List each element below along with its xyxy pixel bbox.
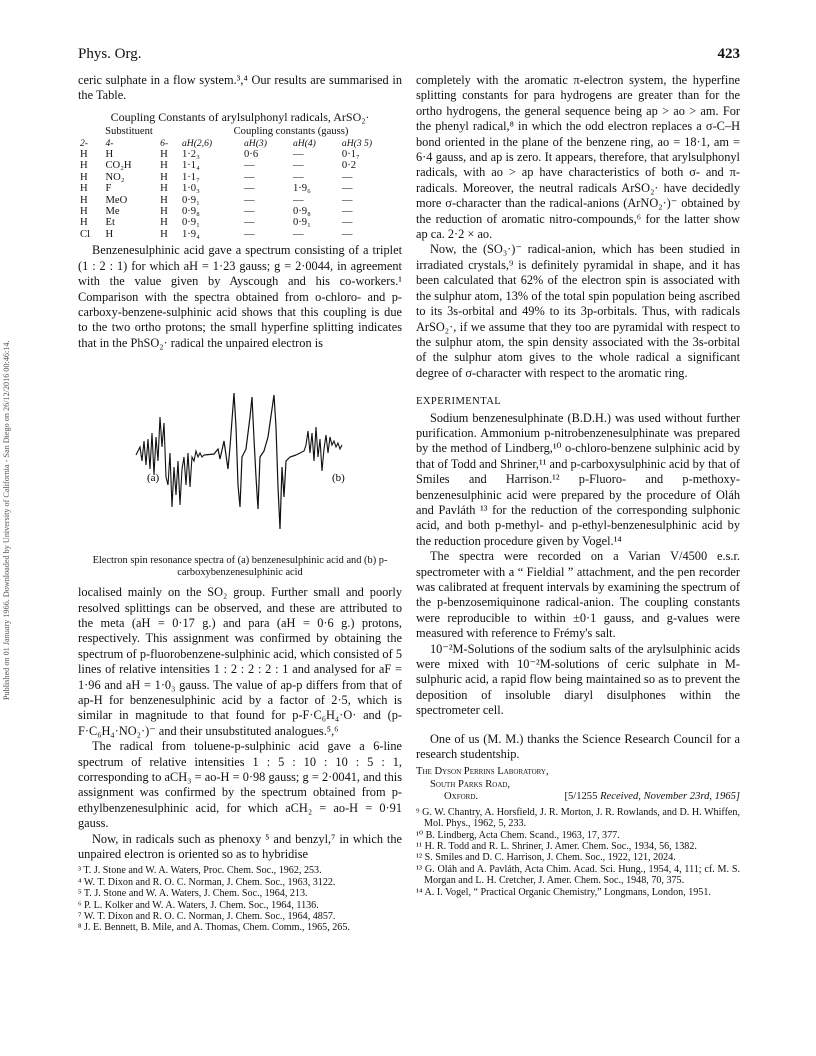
table-cell: 1·1₇ [181, 171, 200, 183]
acknowledgement: One of us (M. M.) thanks the Science Research Council for a research studentship. [416, 731, 740, 762]
footnote: ⁵ T. J. Stone and W. A. Waters, J. Chem. Soc., 1964, 213. [78, 888, 308, 900]
table-column-header: aH(4) [292, 137, 316, 149]
spectrum-b-trace [296, 427, 342, 471]
table-cell: — [341, 194, 353, 206]
footnote: ¹⁴ A. I. Vogel, “ Practical Organic Chemistry,” Longmans, London, 1951. [416, 886, 711, 898]
table-row [78, 217, 402, 228]
paragraph: The radical from toluene-p-sulphinic acid gave a 6-line spectrum of relative intensities 1 : 5 : 10 : 10 : 5 : 1, corresponding to aCH₃ = ao-H = 0·98 gauss; g = 2·0041, and this assignment was confirmed by the spectrum obtained from p-ethylbenzenesulphinic acid, for which aCH₂ = ao-H = 0·91 gauss. [78, 739, 402, 831]
table-cell: 0·6 [244, 149, 259, 161]
spectrum-b-label: (b) [332, 472, 345, 485]
table-row [78, 172, 402, 183]
footnote: ¹³ G. Oláh and A. Pavláth, Acta Chim. Acad. Sci. Hung., 1954, 4, 111; cf. M. S. Morgan and L. H. Cretcher, J. Amer. Chem. Soc., 1948, 70, 375. [416, 863, 740, 887]
table-caption: Coupling Constants of arylsulphonyl radicals, ArSO₂· [110, 109, 370, 124]
table-cell: 0·1₇ [341, 149, 360, 161]
paragraph: 10⁻²M-Solutions of the sodium salts of the arylsulphinic acids were mixed with 10⁻²M-solutions of ceric sulphate in M-sulphuric acid, a rapid flow being maintained so as to prevent the deposition of insoluble diaryl disulphones within the spectrometer cell. [416, 641, 740, 718]
coupling-constants-table [78, 126, 402, 240]
journal-title: Phys. Org. [78, 46, 142, 62]
table-column-header: 2- [80, 137, 88, 149]
table-cell: — [292, 194, 304, 206]
table-row [78, 160, 402, 171]
figure-caption: Electron spin resonance spectra of (a) benzenesulphinic acid and (b) p-carboxybenzenesulphinic acid [92, 555, 388, 579]
table-cell: — [292, 228, 304, 240]
table-column-header: 4- [105, 137, 114, 149]
table-cell: — [292, 171, 304, 183]
footnotes-right [416, 807, 740, 898]
table-cell: — [244, 206, 255, 218]
table-column-header: 6- [160, 137, 169, 149]
table-cell: 1·9₆ [292, 183, 311, 195]
table-cell: H [80, 183, 88, 195]
esr-spectra-plot [78, 357, 402, 553]
table-cell: H [105, 149, 114, 161]
paragraph: Now, in radicals such as phenoxy ⁵ and benzyl,⁷ in which the unpaired electron is oriented so as to hybridise [78, 831, 402, 862]
esr-spectra-figure [78, 357, 402, 553]
table-cell: H [160, 217, 168, 229]
left-column [78, 73, 402, 934]
table-cell: — [292, 160, 304, 172]
table-cell: H [80, 160, 88, 172]
table-cell: 1·1₄ [181, 160, 200, 172]
table-cell: H [160, 149, 168, 161]
table-cell: 0·9₈ [181, 206, 200, 218]
footnote: ¹² S. Smiles and D. C. Harrison, J. Chem. Soc., 1922, 121, 2024. [416, 852, 676, 864]
spectrum-a-trace [136, 417, 204, 507]
table-cell: H [160, 183, 168, 195]
footnote: ⁶ P. L. Kolker and W. A. Waters, J. Chem. Soc., 1964, 1136. [78, 899, 319, 911]
table-group-substituent: Substituent [105, 126, 153, 138]
spectrum-central-trace [204, 393, 296, 529]
table-cell: — [244, 160, 255, 172]
table-cell: H [160, 171, 168, 183]
table-cell: MeO [105, 194, 128, 206]
table-column-header: aH(3) [244, 137, 267, 149]
table-cell: CO₂H [105, 160, 132, 172]
table-cell: H [80, 206, 88, 218]
table-cell: H [160, 228, 168, 240]
table-cell: H [160, 160, 168, 172]
paragraph: ceric sulphate in a flow system.³,⁴ Our results are summarised in the Table. [78, 73, 402, 103]
table-column-header: aH(3 5) [341, 137, 373, 149]
table-cell: H [160, 194, 168, 206]
right-column [416, 73, 740, 898]
table-cell: — [244, 228, 255, 240]
table-cell: Et [105, 217, 115, 229]
table-cell: 0·9₁ [292, 217, 311, 229]
table-cell: — [341, 228, 353, 240]
table-cell: — [292, 149, 304, 161]
table-cell: H [80, 149, 88, 161]
table-cell: 0·2 [341, 160, 357, 172]
paragraph: Benzenesulphinic acid gave a spectrum consisting of a triplet (1 : 2 : 1) for which aH = 1·23 gauss; g = 2·0044, in agreement with the value given by Ayscough and his co-workers.¹ Comparison with the spectra obtained from o-chloro- and p-carboxy-benzene-sulphinic acid shows that this coupling is due to the two ortho protons; the small hyperfine splitting indicates that in the PhSO₂· radical the unpaired electron is [78, 243, 402, 350]
paragraph: Sodium benzenesulphinate (B.D.H.) was used without further purification. Ammonium p-nitrobenzenesulphinate was prepared by the method of Lindberg,¹⁰ o-chloro-benzene sulphinic acid by that of Todd and Shriner,¹¹ and p-carboxysulphinic acid by that of Smiles and Harrison.¹² p-Fluoro- and p-methoxy-benzenesulphinic acid were prepared by the procedure of Oláh and Pavláth ¹³ for the reduction of the corresponding sulphonic acid, and both p-methyl- and p-ethyl-benzenesulphinic acid by the reduction procedure given by Vogel.¹⁴ [416, 410, 740, 548]
table-row [78, 206, 402, 217]
address-line: The Dyson Perrins Laboratory, [416, 766, 549, 778]
table-cell: H [105, 228, 114, 240]
table-cell: 0·9₁ [181, 217, 200, 229]
footnote: ⁴ W. T. Dixon and R. O. C. Norman, J. Chem. Soc., 1963, 3122. [78, 876, 336, 888]
table-cell: — [244, 194, 255, 206]
address-line [416, 791, 740, 803]
table-row [78, 183, 402, 194]
footnote: ⁹ G. W. Chantry, A. Horsfield, J. R. Morton, J. R. Rowlands, and D. H. Whiffen, Mol. Phys., 1962, 5, 233. [416, 806, 740, 830]
table-cell: Me [105, 206, 120, 218]
paragraph: Now, the (SO₃·)⁻ radical-anion, which has been studied in irradiated crystals,⁹ is definitely pyramidal in shape, and it has been calculated that 62% of the electron spin is associated with the sulphur atom, 13% of the total spin population being ascribed to its 3s-orbital and 49% to its 3p-orbitals. Thus, with radicals ArSO₂·, if we assume that they too are pyramidal with respect to the sulphur atom, the spin density associated with the 3s-orbital of the sulphur atom gives to the whole radical a significant degree of σ-character with respect to the aromatic ring. [416, 242, 740, 380]
author-address [416, 766, 740, 803]
footnotes-left [78, 865, 402, 933]
footnote: ⁷ W. T. Dixon and R. O. C. Norman, J. Chem. Soc., 1964, 4857. [78, 911, 336, 923]
address-city: Oxford. [444, 791, 479, 803]
manuscript-ref: [5/1255 [564, 791, 598, 803]
table-cell: — [341, 206, 353, 218]
table-column-header: aH(2,6) [181, 137, 213, 149]
table-cell: — [341, 217, 353, 229]
paragraph: completely with the aromatic π-electron system, the hyperfine splitting constants for para hydrogens are greater than for the ortho hydrogens, the general sequence being ap > ao > am. For the phenyl radical,⁸ in which the odd electron replaces a σ-C–H bond oriented in the plane of the benzene ring, ao = 18·1, am = 6·4 gauss, and ap is zero. It appears, therefore, that arylsulphonyl radicals, with ao > ap have characteristics of both σ- and π-radicals. Moreover, the neutral radicals ArSO₂· have decidedly more σ-character than the radical-anions (ArNO₂·)⁻ obtained by the reduction of aromatic nitro-compounds,⁶ for the latter show ap ca. 2·2 × ao. [416, 73, 740, 242]
table-cell: — [244, 171, 255, 183]
footnote: ³ T. J. Stone and W. A. Waters, Proc. Chem. Soc., 1962, 253. [78, 865, 322, 877]
footnote: ¹⁰ B. Lindberg, Acta Chem. Scand., 1963, 17, 377. [416, 829, 620, 841]
footnote: ¹¹ H. R. Todd and R. L. Shriner, J. Amer. Chem. Soc., 1934, 56, 1382. [416, 840, 697, 852]
table-cell: 1·9₄ [181, 228, 200, 240]
address-line: South Parks Road, [430, 778, 511, 790]
table-cell: H [80, 217, 88, 229]
table-row [78, 149, 402, 160]
download-watermark: Published on 01 January 1966. Downloaded by University of California - San Diego on 26/12/2016 00:46:14. [2, 340, 11, 700]
received-date: Received, November 23rd, 1965] [600, 791, 740, 803]
table-cell: F [105, 183, 112, 195]
table-cell: — [244, 183, 255, 195]
table-cell: H [80, 171, 88, 183]
paragraph: The spectra were recorded on a Varian V/4500 e.s.r. spectrometer with a “ Fieldial ” attachment, and the pen recorder was calibrated at frequent intervals by examining the spectrum of the p-benzosemiquinone radical-anion. The coupling constants were reproducible to within ±0·1 gauss, and g-values were measured with reference to Frémy's salt. [416, 549, 740, 641]
table-cell: 0·9₈ [292, 206, 311, 218]
section-heading-experimental: EXPERIMENTAL [416, 396, 502, 408]
table-row [78, 195, 402, 206]
table-group-coupling: Coupling constants (gauss) [233, 126, 349, 138]
table-row [78, 229, 402, 240]
table-cell: — [341, 183, 353, 195]
spectrum-a-label: (a) [147, 472, 160, 485]
table-cell: 1·2₃ [181, 149, 200, 161]
received-note [564, 791, 740, 803]
table-cell: H [80, 194, 88, 206]
table-cell: H [160, 206, 168, 218]
page-number: 423 [717, 46, 740, 62]
table-cell: Cl [80, 228, 91, 240]
footnote: ⁸ J. E. Bennett, B. Mile, and A. Thomas, Chem. Comm., 1965, 265. [78, 922, 350, 934]
paragraph: localised mainly on the SO₂ group. Further small and poorly resolved splittings can be observed, and these are attributed to the meta (aH = 0·17 g.) and para (aH = 0·6 g.) protons, respectively. This assignment was confirmed by obtaining the spectrum of p-fluorobenzene-sulphinic acid, which consisted of 5 lines of relative intensities 1 : 2 : 2 : 2 : 1 and analysed for aF = 1·96 and aH = 1·0₃ gauss. The value of ap-p differs from that of ap-H for benzenesulphinic acid by a factor of 2·5, which is similar in magnitude to that found for p-F·C₆H₄·O· and (p-F·C₆H₄·NO₂·)⁻ and their unsubstituted analogues.⁵,⁶ [78, 585, 402, 738]
table-cell: 0·9₁ [181, 194, 200, 206]
table-cell: — [244, 217, 255, 229]
table-cell: 1·0₃ [181, 183, 200, 195]
table-cell: — [341, 171, 353, 183]
table-cell: NO₂ [105, 171, 125, 183]
